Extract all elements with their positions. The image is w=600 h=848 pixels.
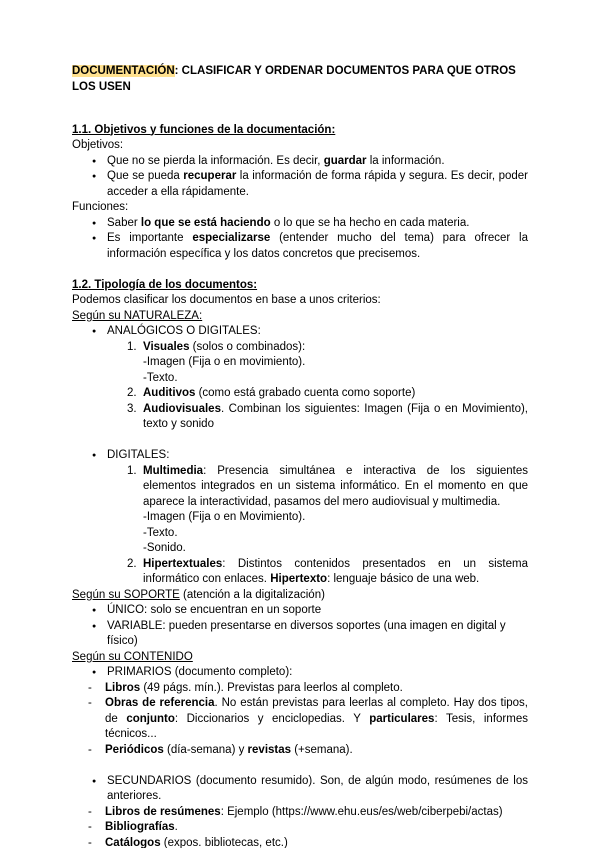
bullet-item bbox=[72, 231, 528, 262]
url-text: : Ejemplo (https://www.ehu.eus/es/web/ciberpebi/actas) bbox=[220, 805, 503, 818]
sub-line: -Imagen (Fija o en Movimiento). bbox=[143, 511, 306, 523]
bullet-text: Es importante especializarse (entender mucho del tema) para ofrecer la información específica y los datos concretos que precisemos. bbox=[107, 232, 528, 260]
section-1-2-heading: 1.2. Tipología de los documentos: bbox=[72, 278, 258, 291]
dash-item bbox=[72, 681, 528, 697]
item-number: 2. bbox=[127, 387, 137, 399]
section-1-1-heading: 1.1. Objetivos y funciones de la documentación: bbox=[72, 123, 336, 136]
sub-line: -Texto. bbox=[143, 371, 178, 384]
dash-icon: - bbox=[88, 743, 92, 756]
dash-item bbox=[72, 743, 528, 759]
naturaleza-label: Según su NATURALEZA: bbox=[72, 309, 203, 322]
dash-icon: - bbox=[88, 681, 92, 694]
spacer bbox=[72, 262, 528, 278]
spacer bbox=[72, 111, 528, 123]
bullet-item bbox=[72, 154, 528, 170]
item-number: 3. bbox=[127, 402, 137, 415]
numbered-item bbox=[72, 340, 528, 356]
numbered-item bbox=[72, 464, 528, 511]
spacer bbox=[72, 758, 528, 774]
item-number: 1. bbox=[127, 340, 137, 353]
funciones-label: Funciones: bbox=[72, 201, 129, 213]
bullet-icon: ● bbox=[92, 777, 97, 785]
item-text: Audiovisuales. Combinan los siguientes: Imagen (Fija o en Movimiento), texto y sonido bbox=[143, 402, 528, 430]
bullet-item bbox=[72, 216, 528, 232]
bullet-text: Saber lo que se está haciendo o lo que se ha hecho en cada materia. bbox=[107, 216, 470, 229]
dash-item bbox=[72, 820, 528, 836]
bullet-icon: ● bbox=[92, 622, 97, 630]
soporte-label: Según su SOPORTE (atención a la digitalización) bbox=[72, 588, 325, 601]
bullet-text: VARIABLE: pueden presentarse en diversos soportes (una imagen en digital y físico) bbox=[107, 619, 506, 647]
doc-title-rest: : CLASIFICAR Y ORDENAR DOCUMENTOS PARA QUE OTROS LOS USEN bbox=[72, 65, 516, 93]
bullet-icon: ● bbox=[92, 452, 97, 459]
bullet-icon: ● bbox=[92, 173, 97, 180]
bullet-text: DIGITALES: bbox=[107, 449, 170, 461]
objetivos-label: Objetivos: bbox=[72, 139, 124, 151]
contenido-label: Según su CONTENIDO bbox=[72, 650, 193, 663]
doc-title-highlight: DOCUMENTACIÓN bbox=[72, 65, 175, 77]
numbered-item bbox=[72, 386, 528, 402]
item-text: Hipertextuales: Distintos contenidos presentados en un sistema informático con enlaces. Hipertexto: lenguaje básico de una web. bbox=[143, 557, 528, 585]
doc-title bbox=[72, 64, 528, 95]
bullet-item bbox=[72, 324, 528, 340]
bullet-item bbox=[72, 665, 528, 681]
dash-item bbox=[72, 696, 528, 743]
dash-text: Catálogos (expos. bibliotecas, etc.) bbox=[105, 836, 288, 848]
bullet-item bbox=[72, 774, 528, 805]
bullet-icon: ● bbox=[92, 669, 97, 676]
sub-line: -Imagen (Fija o en movimiento). bbox=[143, 356, 306, 368]
dash-icon: - bbox=[88, 836, 92, 848]
numbered-item bbox=[72, 557, 528, 588]
bullet-icon: ● bbox=[92, 607, 97, 614]
dash-item bbox=[72, 805, 528, 821]
dash-text: Obras de referencia. No están previstas para leerlas al completo. Hay dos tipos, de conjunto: Diccionarios y enciclopedias. Y particulares: Tesis, informes técnicos... bbox=[105, 697, 528, 740]
bullet-icon: ● bbox=[92, 157, 97, 165]
bullet-text: Que se pueda recuperar la información de forma rápida y segura. Es decir, poder acceder a ella rápidamente. bbox=[107, 170, 528, 198]
bullet-text: PRIMARIOS (documento completo): bbox=[107, 666, 293, 678]
bullet-text: Que no se pierda la información. Es decir, guardar la información. bbox=[107, 154, 445, 167]
sub-line: -Sonido. bbox=[143, 542, 186, 554]
dash-text: Periódicos (día-semana) y revistas (+semana). bbox=[105, 743, 353, 756]
sub-line: -Texto. bbox=[143, 526, 178, 539]
bullet-item bbox=[72, 619, 528, 650]
bullet-icon: ● bbox=[92, 328, 97, 335]
item-number: 1. bbox=[127, 464, 137, 477]
dash-item bbox=[72, 836, 528, 848]
bullet-text: SECUNDARIOS (documento resumido). Son, de algún modo, resúmenes de los anteriores. bbox=[107, 774, 528, 802]
spacer bbox=[72, 433, 528, 449]
intro-text: Podemos clasificar los documentos en base a unos criterios: bbox=[72, 294, 381, 306]
bullet-item bbox=[72, 603, 528, 619]
bullet-text: ANALÓGICOS O DIGITALES: bbox=[107, 325, 261, 337]
numbered-item bbox=[72, 402, 528, 433]
bullet-item bbox=[72, 169, 528, 200]
dash-icon: - bbox=[88, 697, 92, 709]
dash-text: Libros (49 págs. mín.). Previstas para leerlos al completo. bbox=[105, 681, 403, 694]
dash-text: Libros de resúmenes: Ejemplo (https://www.ehu.eus/es/web/ciberpebi/actas) bbox=[105, 805, 503, 818]
dash-icon: - bbox=[88, 805, 92, 818]
item-number: 2. bbox=[127, 557, 137, 570]
item-text: Multimedia: Presencia simultánea e interactiva de los siguientes elementos integrados en un sistema informático. En el momento en que aparece la interactividad, pasamos del mero audiovisual y multimedia. bbox=[143, 464, 528, 508]
item-text: Visuales (solos o combinados): bbox=[143, 340, 306, 353]
dash-text: Bibliografías. bbox=[105, 821, 178, 833]
bullet-icon: ● bbox=[92, 219, 97, 227]
bullet-icon: ● bbox=[92, 235, 97, 242]
item-text: Auditivos (como está grabado cuenta como soporte) bbox=[143, 387, 416, 399]
bullet-item bbox=[72, 448, 528, 464]
spacer bbox=[72, 95, 528, 111]
bullet-text: ÚNICO: solo se encuentran en un soporte bbox=[107, 604, 322, 616]
dash-icon: - bbox=[88, 821, 92, 833]
